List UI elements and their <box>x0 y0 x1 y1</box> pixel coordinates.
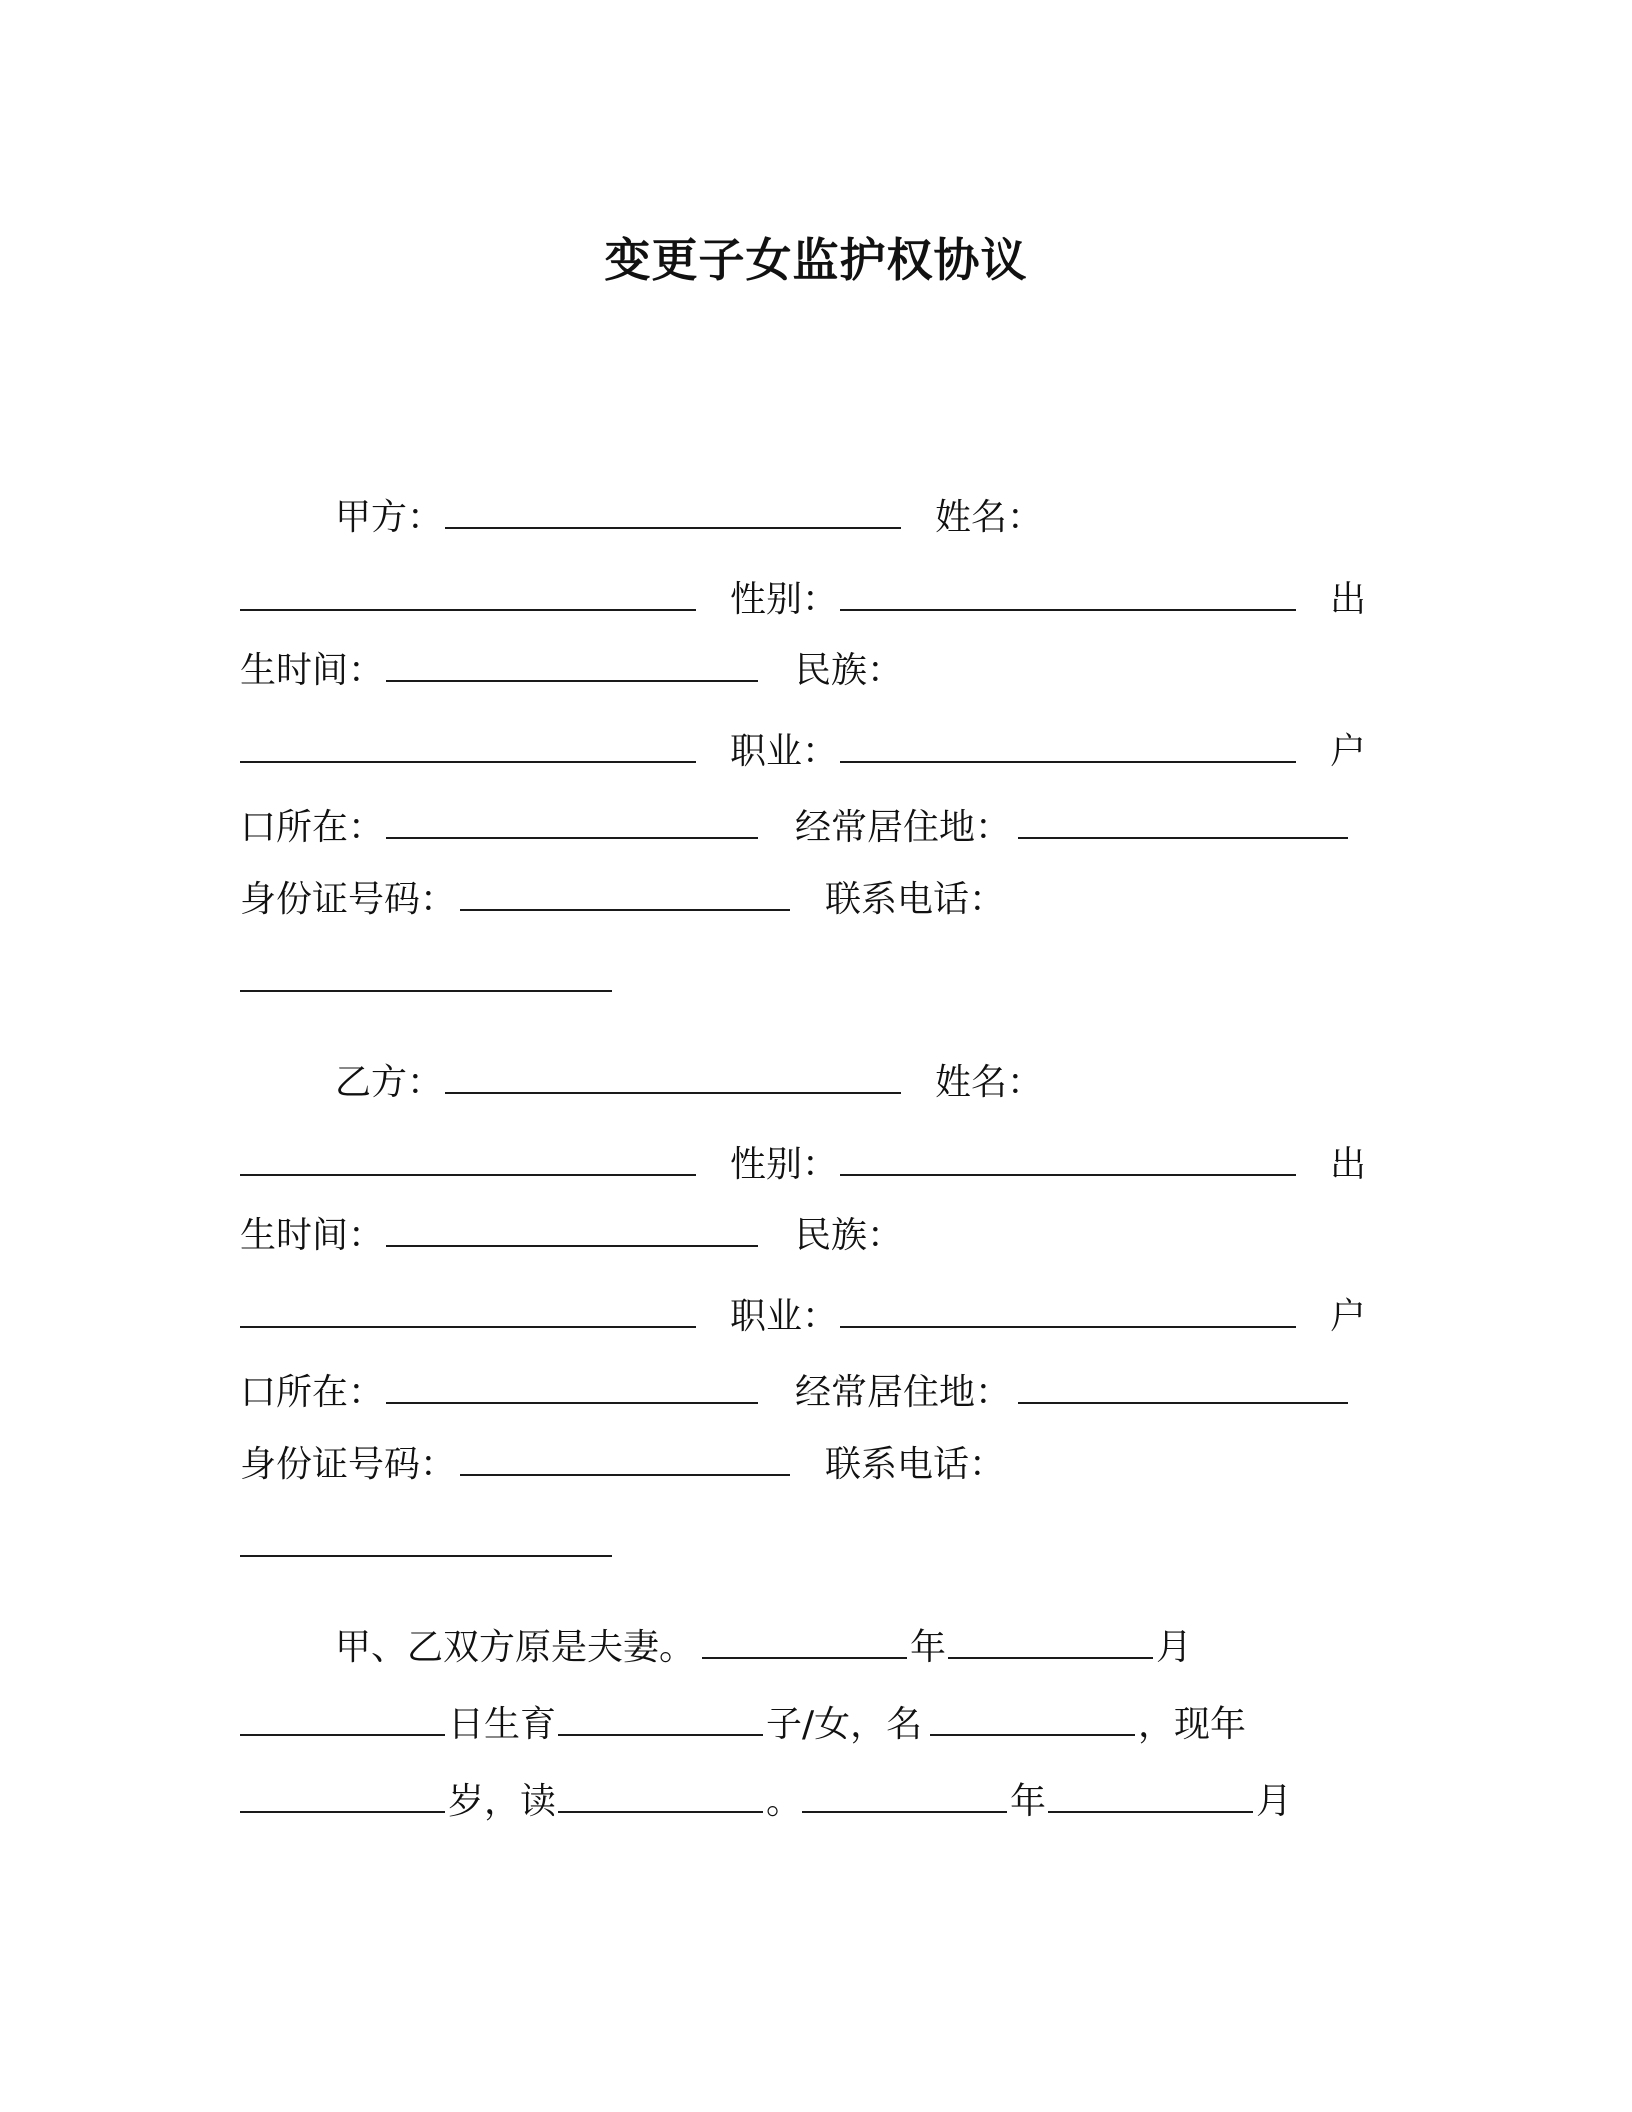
party-b-hukou-blank[interactable] <box>386 1402 758 1404</box>
party-a-residence-label: 经常居住地： <box>795 807 1012 848</box>
change-year-label: 年 <box>1010 1781 1047 1822</box>
body-line-1 <box>240 1620 1380 1676</box>
party-b-birth-wrap-1: 出 <box>1330 1144 1367 1185</box>
party-b-hukou-wrap-1: 户 <box>1330 1296 1367 1337</box>
party-b-line-2 <box>240 1137 1380 1193</box>
party-a-residence-blank[interactable] <box>1018 837 1348 839</box>
party-a-label: 甲方： <box>335 497 444 538</box>
party-b-id-label: 身份证号码： <box>240 1444 457 1485</box>
party-b-name-blank[interactable] <box>240 1174 696 1176</box>
party-a-hukou-blank[interactable] <box>386 837 758 839</box>
party-a-gender-blank[interactable] <box>840 609 1296 611</box>
party-a-hukou-label: 口所在： <box>240 807 385 848</box>
marriage-month-label: 月 <box>1156 1627 1193 1668</box>
party-b-id-blank[interactable] <box>460 1474 790 1476</box>
party-b-line-4 <box>240 1289 1380 1345</box>
birth-day-blank[interactable] <box>240 1734 445 1736</box>
party-b-birth-blank[interactable] <box>386 1245 758 1247</box>
body-intro: 甲、乙双方原是夫妻。 <box>335 1627 696 1668</box>
party-b-line-1 <box>240 1055 1380 1111</box>
marriage-year-label: 年 <box>910 1627 947 1668</box>
party-b-gender-blank[interactable] <box>840 1174 1296 1176</box>
party-a-gender-label: 性别： <box>730 579 839 620</box>
child-study-label: 岁，读 <box>448 1781 557 1822</box>
party-b-line-3 <box>240 1208 1380 1264</box>
party-a-name-label: 姓名： <box>935 497 1044 538</box>
party-a-line-7 <box>240 953 1380 1009</box>
child-gender-blank[interactable] <box>558 1734 763 1736</box>
party-a-line-2 <box>240 572 1380 628</box>
body-line-3 <box>240 1774 1380 1830</box>
party-a-ethnicity-label: 民族： <box>795 650 904 691</box>
party-a-line-1 <box>240 490 1380 546</box>
party-b-line-7 <box>240 1518 1380 1574</box>
party-a-id-label: 身份证号码： <box>240 879 457 920</box>
party-a-birth-label: 生时间： <box>240 650 385 691</box>
document-title: 变更子女监护权协议 <box>604 233 1028 287</box>
party-b-gender-label: 性别： <box>730 1144 839 1185</box>
party-b-residence-blank[interactable] <box>1018 1402 1348 1404</box>
party-a-birth-wrap-1: 出 <box>1330 579 1367 620</box>
change-month-label: 月 <box>1256 1781 1293 1822</box>
party-b-phone-blank[interactable] <box>240 1555 612 1557</box>
party-a-blank[interactable] <box>445 527 901 529</box>
marriage-year-blank[interactable] <box>702 1657 907 1659</box>
child-name-label: 子/女，名 <box>766 1704 923 1745</box>
party-a-line-5 <box>240 800 1380 856</box>
birth-day-label: 日生育 <box>448 1704 557 1745</box>
child-school-blank[interactable] <box>558 1811 763 1813</box>
change-month-blank[interactable] <box>1048 1811 1253 1813</box>
party-a-line-6 <box>240 872 1380 928</box>
party-b-occupation-blank[interactable] <box>840 1326 1296 1328</box>
child-age-label: ，现年 <box>1138 1704 1247 1745</box>
party-a-id-blank[interactable] <box>460 909 790 911</box>
party-a-hukou-wrap-1: 户 <box>1330 731 1367 772</box>
party-b-blank[interactable] <box>445 1092 901 1094</box>
party-b-ethnicity-label: 民族： <box>795 1215 904 1256</box>
period-mark: 。 <box>766 1781 803 1822</box>
party-a-name-blank[interactable] <box>240 609 696 611</box>
party-a-occupation-label: 职业： <box>730 731 839 772</box>
party-b-phone-label: 联系电话： <box>825 1444 1006 1485</box>
marriage-month-blank[interactable] <box>948 1657 1153 1659</box>
party-b-hukou-label: 口所在： <box>240 1372 385 1413</box>
party-b-residence-label: 经常居住地： <box>795 1372 1012 1413</box>
party-a-occupation-blank[interactable] <box>840 761 1296 763</box>
party-a-phone-label: 联系电话： <box>825 879 1006 920</box>
party-a-birth-blank[interactable] <box>386 680 758 682</box>
change-year-blank[interactable] <box>802 1811 1007 1813</box>
child-age-blank[interactable] <box>240 1811 445 1813</box>
party-b-ethnicity-blank[interactable] <box>240 1326 696 1328</box>
party-b-occupation-label: 职业： <box>730 1296 839 1337</box>
party-a-ethnicity-blank[interactable] <box>240 761 696 763</box>
body-line-2 <box>240 1697 1380 1753</box>
party-b-birth-label: 生时间： <box>240 1215 385 1256</box>
party-b-label: 乙方： <box>335 1062 444 1103</box>
party-b-line-6 <box>240 1437 1380 1493</box>
party-b-name-label: 姓名： <box>935 1062 1044 1103</box>
party-b-line-5 <box>240 1365 1380 1421</box>
party-a-line-3 <box>240 643 1380 699</box>
party-a-line-4 <box>240 724 1380 780</box>
party-a-phone-blank[interactable] <box>240 990 612 992</box>
child-name-blank[interactable] <box>930 1734 1135 1736</box>
